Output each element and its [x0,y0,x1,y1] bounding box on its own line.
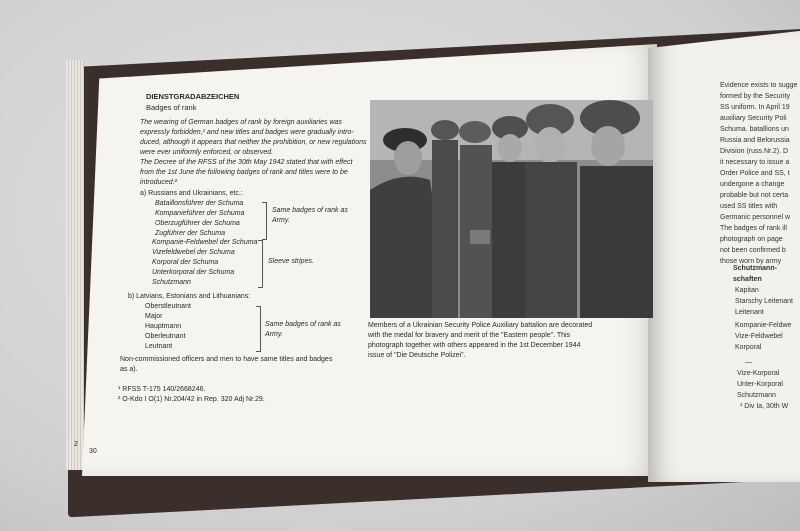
right-line: undergone a change [720,181,785,188]
rank-title: Oberleutnant [145,333,186,340]
brace [258,240,263,288]
rank-title: Major [145,313,163,320]
para1 [140,118,367,158]
rank-line: Schutzmann [737,392,776,399]
right-ranks3 [737,368,800,401]
right-line: Germanic personnel w [720,214,791,221]
note-line: Same badges of rank as [265,321,341,328]
right-line: photograph on page [720,236,783,243]
para1-line: expressly forbidden,¹ and new titles and badges were gradually intro- [140,129,354,136]
dash: — [745,359,752,366]
right-line: SS uniform. In April 19 [720,104,790,111]
rank-line: Korporal [735,344,762,351]
rank-title: Unterkorporal der Schuma [152,269,235,276]
note-line: Same badges of rank as [272,207,348,214]
right-ranks1 [735,285,800,318]
group-a1-note [272,206,348,226]
rank-title: Leutnant [145,343,173,350]
photograph [370,100,653,318]
footnote: ¹ RFSS T-175 140/2668246. [118,386,206,393]
right-ranks2 [735,320,800,353]
page-number-30: 30 [89,448,97,455]
caption-line: Members of a Ukrainian Security Police Auxiliary battalion are decorated [368,322,593,329]
rank-title: Vizefeldwebel der Schuma [152,249,235,256]
para3-line: Non-commissioned officers and men to have same titles and badges [120,356,333,363]
group-a2-list [152,238,257,288]
right-line: formed by the Security [720,93,791,100]
rank-line: Vize-Korporal [737,370,780,377]
footnotes [118,385,265,405]
right-line: Schuma. batallions un [720,126,789,133]
para3 [120,355,332,375]
rank-title: Schutzmann [152,279,191,286]
para2-line: from the 1st June the following badges of rank and titles were to be [140,169,348,176]
right-line: Evidence exists to sugge [720,82,798,89]
rank-line: Leitenant [735,309,764,316]
heading-line: Schutzmann- [733,265,777,272]
page-edges [66,60,84,470]
right-line: those worn by army [720,258,782,265]
para2-line: The Decree of the RFSS of the 30th May 1942 stated that with effect [140,159,353,166]
right-page-text [720,80,800,267]
rank-line: Unter-Korporal [737,381,783,388]
rank-title: Zugführer der Schuma [155,230,226,237]
para1-line: The wearing of German badges of rank by foreign auxiliaries was [140,119,342,126]
group-b-label: b) Latvians, Estonians and Lithuanians: [128,293,251,300]
group-a2-note: Sleeve stripes. [268,258,314,265]
photo-caption [368,321,592,361]
right-line: Division (russ.Nr.2). D [720,148,789,155]
right-footnote: ¹ Div Ia, 30th W [740,403,789,410]
group-b-note [265,320,341,340]
rank-title: Oberzugführer der Schuma [155,220,240,227]
brace [256,306,261,352]
heading: DIENSTGRADABZEICHEN [146,92,240,101]
rank-title: Korporal der Schuma [152,259,219,266]
brace [262,202,267,240]
right-line: Order Police and SS, t [720,170,790,177]
right-heading [733,263,800,285]
group-a1-list [155,199,245,239]
right-line: The badges of rank ill [720,225,787,232]
para3-line: as a). [120,366,138,373]
caption-line: with the medal for bravery and merit of the "Eastern people". This [368,332,571,339]
heading-line: schaften [733,276,762,283]
rank-line: Kompanie-Feldwe [735,322,792,329]
rank-line: Vize-Feldwebel [735,333,783,340]
rank-title: Kompanie-Feldwebel der Schuma [152,239,258,246]
rank-line: Kapitan [735,287,759,294]
page-number-2: 2 [74,441,78,448]
para1-line: duced, although it appears that neither the prohibition, or new regulations [140,139,367,146]
rank-line: Starschy Leitenant [735,298,793,305]
right-line: used SS titles with [720,203,778,210]
caption-line: photograph together with others appeared in the 1st December 1944 [368,342,581,349]
caption-line: issue of "Die Deutsche Polizei". [368,352,466,359]
photo-soldiers [370,100,653,318]
group-b-list [145,302,191,352]
right-line: Russia and Belorussia [720,137,790,144]
note-line: Army. [272,217,290,224]
rank-title: Bataillonsführer der Schuma [155,200,244,207]
note-line: Army. [265,331,283,338]
footnote: ² O-Kdo I O(1) Nr.204/42 in Rep. 320 Adj Nr.29. [118,396,265,403]
subheading: Badges of rank [146,103,197,112]
right-line: it necessary to issue a [720,159,790,166]
right-line: auxiliary Security Poli [720,115,787,122]
para1-line: were ever uniformly enforced, or observed. [140,149,274,156]
para2-line: introduced:² [140,179,177,186]
rank-title: Hauptmann [145,323,182,330]
group-a-label: a) Russians and Ukrainians, etc.: [140,190,243,197]
right-line: probable but not certa [720,192,789,199]
right-line: not been confirmed b [720,247,786,254]
para2 [140,158,352,188]
rank-title: Kompanieführer der Schuma [155,210,245,217]
rank-title: Oberstleutnant [145,303,191,310]
